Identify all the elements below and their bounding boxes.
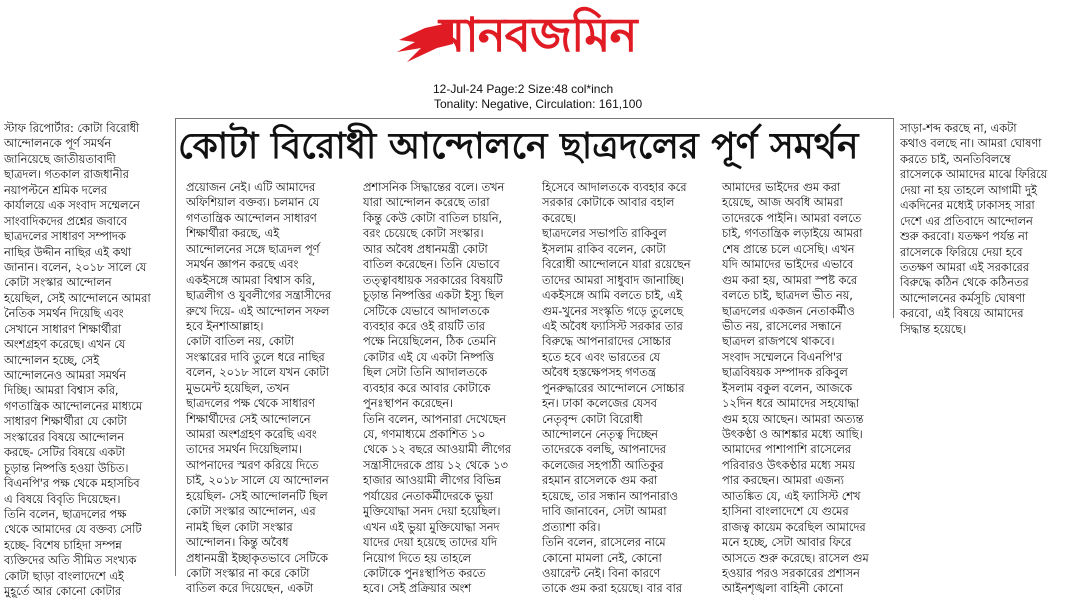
article-line: কোটা সংস্কার না করে কোটা [186,566,310,580]
article-line: হচ্ছে- বিশেষ চাহিদা সম্পন্ন [4,538,122,552]
article-line: কোটা বাতিল নয়, কোটা [186,335,294,349]
article-line: মুক্তিযোদ্ধা সনদ দেয়া হয়েছিল। [363,505,501,519]
article-line: কোটাকে পুনঃস্থাপিত করতে [363,566,486,580]
article-line: চূড়ান্ত নিষ্পত্তির একটা ইস্যু ছিল [363,289,504,303]
article-line: মুভমেন্ট হয়েছিল, তখন [186,381,290,395]
article-line: এখন এই ভুয়া মুক্তিযোদ্ধা সনদ [363,520,500,534]
article-line: নেতৃবৃন্দ কোটা বিরোধী [542,412,643,426]
article-line: পর্যায়ের নেতাকর্মীদেরকে ভুয়া [363,489,494,503]
article-line: পুনঃস্থাপন করেছেন। [363,397,454,411]
article-line: প্রশাসনিক সিদ্ধান্তের বলে। তখন [363,181,505,194]
article-line: আতঙ্কিত যে, এই ফ্যাসিস্ট শেখ [722,489,861,503]
article-line: সেটিকে যেভাবে আদালতকে [363,304,490,318]
article-line: হবে ইনশাআল্লাহ। [186,319,264,333]
clipping-meta-line2: Tonality: Negative, Circulation: 161,100 [434,97,643,111]
article-line: তাদেরকে বলছি, আপনাদের [542,443,666,457]
article-line: স্টাফ রিপোর্টার: কোটা বিরোধী [4,122,140,135]
article-line: আন্দোলনে নেতৃত্ব দিচ্ছেন [542,428,658,441]
article-line: তাদের সমর্থন দিয়েছিলাম। [186,443,302,457]
article-line: উৎকণ্ঠা ও আশঙ্কার মধ্যে আছি। [722,428,863,441]
headline-rule [176,118,893,119]
article-line: রাসেলকে আমাদের মাঝে ফিরিয়ে [900,168,1048,182]
article-line: তিনি বলেন, ছাত্রদলের পক্ষ [4,507,127,521]
article-line: হন। ঢাকা কলেজের যেসব [542,397,657,411]
article-line: ইসলাম বকুল বলেন, আজকে [722,381,852,395]
article-line: আমাদের পাশাপাশি রাসেলের [722,443,852,457]
article-line: ব্যবহার করে আবার কোটাকে [363,381,491,395]
article-line: আন্দোলন। কিন্তু অবৈধ [186,536,289,550]
article-line: ছাত্রদল। গতকাল রাজধানীর [4,168,129,182]
article-line: বলতে চাই, ছাত্রদল ভীত নয়, [722,289,853,303]
article-line: ততক্ষণ আমরা এই সরকারের [900,260,1029,274]
article-line: সন্ত্রাসীদেরকে প্রায় ১২ থেকে ১৩ [363,458,508,472]
article-line: গুম-খুনের সংস্কৃতি গড়ে তুলেছে [542,304,684,318]
article-line: পরিবারও উৎকণ্ঠার মধ্যে সময় [722,458,855,472]
article-line: পার করছেন। আমরা এজন্য [722,474,844,488]
article-line: ভীত নয়, রাসেলের সন্ধানে [722,319,842,333]
article-line: কোটা সংস্কার আন্দোলন [4,276,112,290]
article-line: ওয়ারেন্ট নেই। বিনা কারণে [542,566,661,580]
article-line: শিক্ষার্থীরা করছে, এই [186,227,280,241]
article-line: আর অবৈধ প্রধানমন্ত্রী কোটা [363,242,488,256]
article-line: আপনাদের স্মরণ করিয়ে দিতে [186,458,319,472]
article-line: অফিশিয়াল বক্তব্য। চলমান যে [186,196,320,210]
article-line: কোটার এই যে একটা নিষ্পত্তি [363,350,494,364]
article-line: আইনশৃঙ্খলা বাহিনী কোনো [722,582,844,596]
article-line: একদিনের মধ্যেই ঢাকাসহ সারা [900,199,1035,213]
column-divider-right [893,118,894,318]
article-line: নিয়োগ দিতে হয় তাহলে [363,551,472,565]
article-line: করেছে। [542,211,577,225]
article-line: এ বিষয়ে বিবৃতি দিয়েছেন। [4,492,121,506]
article-line: বিরুদ্ধে কঠিন থেকে কঠিনতর [900,276,1029,290]
article-line: হয়েছিল, সেই আন্দোলনে আমরা [4,291,151,305]
article-line: গুম করা হয়, আমরা স্পষ্ট করে [722,273,858,287]
article-line: প্রধানমন্ত্রী ইচ্ছাকৃতভাবে সেটিকে [186,551,328,565]
article-line: রুখে দিয়ে- এই আন্দোলন সফল [186,304,330,318]
article-line: দেশে এর প্রতিবাদে আন্দোলন [900,214,1033,228]
article-line: বিরুদ্ধে আপনারাদের সোচ্চার [542,335,672,349]
article-line: সেখানে সাধারণ শিক্ষার্থীরা [4,322,121,336]
article-line: আমরা অংশগ্রহণ করেছি এবং [186,428,317,441]
article-line: হয়েছে, আজ অবধি আমরা [722,196,843,210]
article-column-4 [542,180,712,596]
article-line: বাতিল করেছেন। তিনি যেভাবে [363,258,500,272]
article-line: চাই, ২০১৮ সালে যে আন্দোলন [186,474,329,488]
article-column-1 [4,121,170,599]
article-line: কোটা ছাড়া বাংলাদেশে এই [4,569,124,583]
article-line: কোনো মামলা নেই, কোনো [542,551,662,565]
article-line: হওয়ার পরও সরকারের প্রশাসন [722,566,860,580]
article-line: গুম হয়ে আছেন। আমরা অত্যন্ত [722,412,864,426]
article-line: সিদ্ধান্ত হয়েছে। [900,322,967,336]
article-line: বাতিল করে দিয়েছেন, একটা [186,582,314,596]
article-line: কোটা সংস্কার আন্দোলন, এর [186,505,316,519]
article-line: চূড়ান্ত নিষ্পত্তি হওয়া উচিত। [4,461,129,475]
article-line: ছাত্রলীগ ও যুবলীগের সন্ত্রাসীদের [186,289,332,303]
article-line: অংশগ্রহণ করেছে। এখন যে [4,338,126,352]
article-line: হয়েছিল- সেই আন্দোলনটি ছিল [186,489,328,503]
article-line: গণতান্ত্রিক আন্দোলনের মাধ্যমে [4,399,143,413]
article-column-6 [900,121,1070,336]
article-line: বরং চেয়েছে কোটা সংস্কার। [363,227,484,241]
article-line: দিচ্ছি। আমরা বিশ্বাস করি, [4,384,119,398]
masthead-logo [395,4,675,74]
article-line: পুনরুদ্ধারের আন্দোলনে সোচ্চার [542,381,685,395]
article-line: ছাত্রদল রাজপথে থাকবে। [722,335,835,349]
article-line: এই অবৈধ ফ্যাসিস্ট সরকার তার [542,319,683,333]
article-line: যদি আমাদের ভাইদের এভাবে [722,258,854,272]
article-line: দাবি জানাবেন, সেটা আমরা [542,505,667,519]
article-line: ছাত্রদলের সভাপতি রাকিবুল [542,227,667,241]
article-line: তত্ত্বাবধায়ক সরকারের বিষয়টি [363,273,503,287]
article-line: ছাত্রদলের পক্ষ থেকে সাধারণ [186,397,315,411]
article-line: শিক্ষার্থীদের সেই আন্দোলনে [186,412,311,426]
article-line: থেকে আমাদের যে বক্তব্য সেটি [4,523,142,537]
article-line: সরকার কোটাকে আবার বহাল [542,196,675,210]
article-line: সাড়া-শব্দ করছে না, একটা [900,122,1017,135]
article-line: হবে। সেই প্রক্রিয়ার অংশ [363,582,472,596]
article-line: তাকে গুম করা হয়েছে। বার বার [542,582,682,596]
article-line: হয়েছে, তার সন্ধান আপনারাও [542,489,678,503]
article-line: আন্দোলন হচ্ছে, সেই [4,353,100,367]
article-line: হতে হবে এবং ভারতের যে [542,350,661,364]
article-line: আন্দোলনেও আমরা সমর্থন [4,369,126,382]
article-line: নৈতিক সমর্থন দিয়েছি এবং [4,307,124,321]
article-line: ইসলাম রাকিব বলেন, কোটা [542,242,666,256]
article-line: ব্যক্তিদের অতি সীমিত সংখ্যক [4,554,137,568]
article-line: বিরোধী আন্দোলনে যারা রয়েছেন [542,258,691,272]
article-line: করছে- সেটির বিষয়ে একটা [4,446,125,460]
article-headline: কোটা বিরোধী আন্দোলনে ছাত্রদলের পূর্ণ সমর্থন [178,126,859,167]
article-line: আসতে শুরু করেছে। রাসেল গুম [722,551,869,565]
article-line: হিসেবে আদালতকে ব্যবহার করে [542,181,687,194]
article-line: ছাত্রদলের একজন নেতাকর্মীও [722,304,855,318]
article-line: তাদেরকে পাইনি। আমরা বলতে [722,211,862,225]
article-line: নামই ছিল কোটা সংস্কার [186,520,293,534]
article-line: গণতান্ত্রিক আন্দোলন সাধারণ [186,211,317,225]
article-line: তিনি বলেন, রাসেলের নামে [542,536,666,550]
article-column-3 [363,180,533,596]
article-line: আন্দোলনের সঙ্গে ছাত্রদল পূর্ণ [186,242,320,256]
article-line: আন্দোলনকে পূর্ণ সমর্থন [4,137,112,151]
article-line: অবৈধ হস্তক্ষেপসহ গণতন্ত্র [542,366,656,380]
article-line: রাসেলকে ফিরিয়ে দেয়া হবে [900,245,1023,259]
article-line: যারা আন্দোলন করেছে তারা [363,196,490,210]
article-line: সংস্কারের বিষয়ে আন্দোলন [4,430,125,444]
article-line: যাদের দেয়া হয়েছে তাদের যদি [363,536,497,550]
article-line: তিনি বলেন, আপনারা দেখেছেন [363,412,506,426]
article-line: কার্যালয়ে এক সংবাদ সম্মেলনে [4,199,140,213]
article-line: মনে হচ্ছে, সেটা আবার ফিরে [722,536,852,550]
article-line: জানিয়েছে জাতীয়তাবাদী [4,152,116,166]
article-line: শুরু করবো। যতক্ষণ পর্যন্ত না [900,230,1028,244]
article-line: শেষ প্রান্তে চলে এসেছি। এখন [722,242,855,256]
article-line: যে, গণমাধ্যমে প্রকাশিত ১০ [363,428,486,441]
article-line: রহমান রাসেলকে গুম করা [542,474,658,488]
article-line: নয়াপল্টনে শ্রমিক দলের [4,183,107,197]
article-line: দেয়া না হয় তাহলে আগামী দুই [900,183,1037,197]
article-line: জানান। বলেন, ২০১৮ সালে যে [4,260,147,274]
article-line: রাজত্ব কায়েম করেছিল আমাদের [722,520,866,534]
article-line: ব্যবহার করে ওই রায়টি তার [363,319,485,333]
article-line: চাই, গণতান্ত্রিক লড়াইয়ে আমরা [722,227,863,241]
article-line: আমাদের ভাইদের গুম করা [722,181,841,194]
article-line: করবো, এই বিষয়ে আমাদের [900,307,1024,321]
article-line: কথাও বলছে না। আমরা ঘোষণা [900,137,1042,151]
article-line: ছিল সেটা তিনি আদালতকে [363,366,488,380]
article-line: নাছির উদ্দীন নাছির এই কথা [4,245,132,259]
article-line: হাসিনা বাংলাদেশে যে গুমের [722,505,849,519]
article-line: একইসঙ্গে আমি বলতে চাই, এই [542,289,682,303]
article-line: তাদের আমরা সাধুবাদ জানাচ্ছি। [542,273,685,287]
article-line: সাধারণ শিক্ষার্থীরা যে কোটা [4,415,127,429]
article-line: একইসঙ্গে আমরা বিশ্বাস করি, [186,273,316,287]
article-line: ছাত্রবিষয়ক সম্পাদক রকিবুল [722,366,848,380]
article-line: সমর্থন জ্ঞাপন করছে এবং [186,258,299,272]
column-divider-left [175,118,176,576]
article-line: ১২দিন ধরে আমাদের সহযোদ্ধা [722,397,860,411]
article-line: প্রয়োজন নেই। এটি আমাদের [186,181,316,194]
masthead-title: মানবজমিন [439,8,637,63]
article-line: থেকে ১২ বছরে আওয়ামী লীগের [363,443,512,457]
article-column-5 [722,180,892,596]
article-line: মুহূর্তে আর কোনো কোটার [4,585,122,599]
article-line: কিন্তু কেউ কোটা বাতিল চায়নি, [363,211,503,225]
article-line: কলেজের সহপাঠী আতিকুর [542,458,664,472]
article-line: আন্দোলনের কর্মসূচি ঘোষণা [900,291,1026,305]
article-line: সাংবাদিকদের প্রশ্নের জবাবে [4,214,127,228]
article-line: বলেন, ২০১৮ সালে যখন কোটা [186,366,329,380]
article-line: পক্ষে নিয়েছিলেন, ঠিক তেমনি [363,335,497,349]
article-line: হাজার আওয়ামী লীগের বিভিন্ন [363,474,501,488]
article-line: সংবাদ সম্মেলনে বিএনপি'র [722,350,843,364]
article-line: বিএনপি'র পক্ষ থেকে মহাসচিব [4,477,140,491]
clipping-meta-line1: 12-Jul-24 Page:2 Size:48 col*inch [433,82,614,96]
article-column-2 [186,180,356,596]
article-line: ছাত্রদলের সাধারণ সম্পাদক [4,230,126,244]
article-line: সংস্কারের দাবি তুলে ধরে নাছির [186,350,325,364]
article-line: প্রত্যাশা করি। [542,520,601,534]
article-line: করতে চাই, অনতিবিলম্বে [900,152,1011,166]
